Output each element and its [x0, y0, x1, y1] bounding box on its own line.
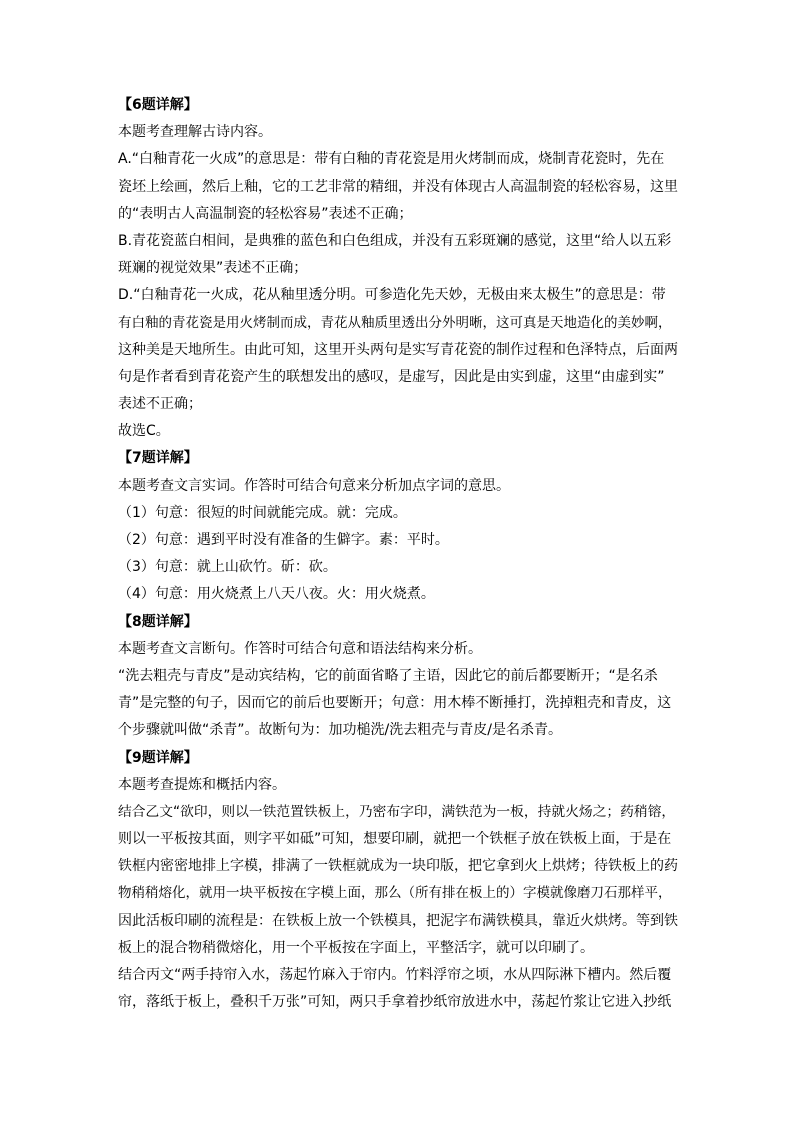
q9-heading: 【9题详解】 [118, 749, 198, 766]
q8-line: 青”是完整的句子，因而它的前后也要断开；句意：用木棒不断捶打，洗掉粗壳和青皮，这 [118, 695, 672, 712]
q8-line: 个步骤就叫做“杀青”。故断句为：加功槌洗/洗去粗壳与青皮/是名杀青。 [118, 722, 562, 739]
q9-line: 结合乙文“欲印，则以一铁范置铁板上，乃密布字印，满铁范为一板，持就火炀之；药稍镕， [118, 803, 676, 820]
q7-line: （3）句意：就上山砍竹。斫：砍。 [118, 559, 337, 576]
q9-line: 因此活板印刷的流程是：在铁板上放一个铁模具，把泥字布满铁模具，靠近火烘烤。等到铁 [118, 912, 678, 929]
q6-line: 本题考查理解古诗内容。 [118, 124, 272, 141]
q6-heading: 【6题详解】 [118, 97, 198, 113]
q7-line: （1）句意：很短的时间就能完成。就：完成。 [118, 504, 407, 521]
q9-line: 则以一平板按其面，则字平如砥”可知，想要印刷，就把一个铁框子放在铁板上面，于是在 [118, 831, 672, 848]
q7-heading: 【7题详解】 [118, 450, 198, 467]
q6-line: 有白釉的青花瓷是用火烤制而成，青花从釉质里透出分外明晰，这可真是天地造化的美妙啊， [118, 314, 672, 331]
q7-line: （4）句意：用火烧煮上八天八夜。火：用火烧煮。 [118, 586, 435, 603]
q6-line: 句是作者看到青花瓷产生的联想发出的感叹，是虚写，因此是由实到虚，这里“由虚到实” [118, 368, 665, 385]
q6-line: B.青花瓷蓝白相间，是典雅的蓝色和白色组成，并没有五彩斑斓的感觉，这里“给人以五彩 [118, 232, 672, 249]
q9-line: 板上的混合物稍微熔化，用一个平板按在字面上，平整活字，就可以印刷了。 [118, 939, 594, 956]
q6-line: 表述不正确； [118, 396, 202, 413]
q7-line: 本题考查文言实词。作答时可结合句意来分析加点字词的意思。 [118, 477, 510, 494]
q8-heading: 【8题详解】 [118, 613, 198, 630]
q7-line: （2）句意：遇到平时没有准备的生僻字。素：平时。 [118, 532, 449, 548]
q9-line [118, 1016, 678, 1043]
q6-line: D.“白釉青花一火成，花从釉里透分明。可参造化先天妙，无极由来太极生”的意思是：带 [118, 287, 666, 304]
q8-line: “洗去粗壳与青皮”是动宾结构，它的前面省略了主语，因此它的前后都要断开；“是名杀 [118, 667, 658, 684]
q6-line: A.“白釉青花一火成”的意思是：带有白釉的青花瓷是用火烤制而成，烧制青花瓷时，先在 [118, 151, 665, 168]
q6-line: 瓷坯上绘画，然后上釉，它的工艺非常的精细，并没有体现古人高温制瓷的轻松容易，这里 [118, 178, 678, 195]
q9-line: 物稍稍熔化，就用一块平板按在字模上面，那么（所有排在板上的）字模就像磨刀石那样平， [118, 885, 672, 902]
q9-line: 帘，落纸于板上，叠积千万张”可知，两只手拿着抄纸帘放进水中，荡起竹浆让它进入抄纸 [118, 994, 672, 1011]
q9-line: 铁框内密密地排上字模，排满了一铁框就成为一块印版，把它拿到火上烘烤；待铁板上的药 [118, 858, 678, 875]
q6-line: 故选C。 [118, 423, 170, 440]
q6-line: 的“表明古人高温制瓷的轻松容易”表述不正确； [118, 205, 413, 222]
answer-explanations [118, 92, 678, 1044]
q9-line: 结合丙文“两手持帘入水，荡起竹麻入于帘内。竹料浮帘之顷，水从四际淋下槽内。然后覆 [118, 967, 672, 983]
q8-line: 本题考查文言断句。作答时可结合句意和语法结构来分析。 [118, 640, 482, 657]
q9-line: 本题考查提炼和概括内容。 [118, 776, 286, 793]
q6-line: 斑斓的视觉效果”表述不正确； [118, 260, 308, 277]
q6-line: 这种美是天地所生。由此可知，这里开头两句是实写青花瓷的制作过程和色泽特点，后面两 [118, 341, 678, 358]
